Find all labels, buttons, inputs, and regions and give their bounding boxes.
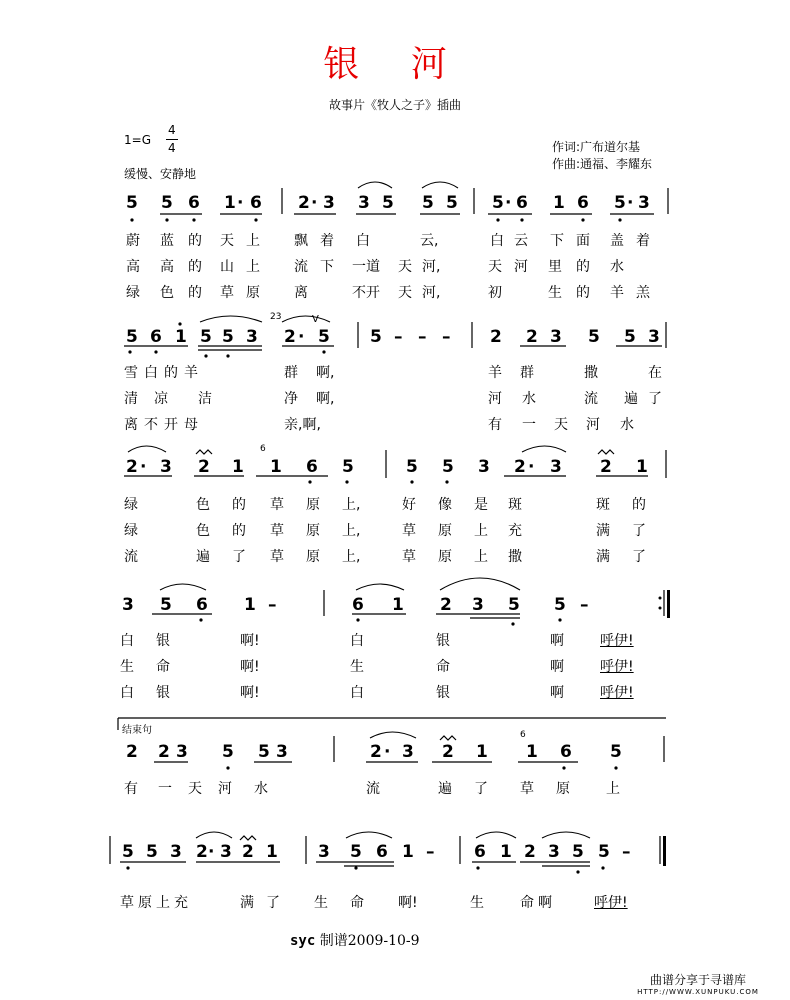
note: 5 xyxy=(160,595,172,615)
lyric: 水 xyxy=(620,417,634,433)
lyric: 斑 xyxy=(596,497,610,513)
augmentation-dot: · xyxy=(298,327,305,347)
lyric: 云, xyxy=(420,233,439,249)
note: 1 xyxy=(392,595,404,615)
lyric: 面 xyxy=(576,233,590,249)
note: 5 xyxy=(442,457,454,477)
lyric: 天 xyxy=(220,233,234,249)
lyric: 原 xyxy=(306,549,320,565)
lyric: 满 xyxy=(240,895,254,911)
lyric: 天 xyxy=(398,285,412,301)
lyric: 生 xyxy=(314,895,328,911)
note: 2 xyxy=(370,742,382,762)
lyric: 呼伊! xyxy=(600,633,634,649)
dash: – xyxy=(418,327,427,347)
lyric: 草 xyxy=(270,523,284,539)
note: 1 xyxy=(244,595,256,615)
lyric: 啊! xyxy=(240,633,260,649)
grace-note: 23 xyxy=(270,312,282,322)
lyric: 好 xyxy=(402,497,416,513)
note: 5 xyxy=(350,842,362,862)
note: 1 xyxy=(270,457,282,477)
note: 5 xyxy=(258,742,270,762)
lyric: 云 xyxy=(514,233,528,249)
lyric: 下 xyxy=(320,259,334,275)
lyric: 的 xyxy=(188,285,202,301)
note: 3 xyxy=(478,457,490,477)
note: 2 xyxy=(284,327,296,347)
lyric: 银 xyxy=(156,685,170,701)
watermark-text: 曲谱分享于寻谱库 xyxy=(649,973,746,987)
lyric: 原 xyxy=(306,497,320,513)
lyric: 着 xyxy=(320,233,334,249)
note: 3 xyxy=(402,742,414,762)
augmentation-dot: · xyxy=(505,193,512,213)
lyric: 生 xyxy=(548,285,562,301)
note: 5 xyxy=(422,193,434,213)
note: 5 xyxy=(161,193,173,213)
lyric: 遍 xyxy=(196,549,210,565)
note: 5 xyxy=(122,842,134,862)
augmentation-dot: · xyxy=(311,193,318,213)
lyric: 群 xyxy=(520,365,534,381)
note: 2 xyxy=(298,193,310,213)
song-title: 银 河 xyxy=(323,44,467,85)
lyric: 遍 xyxy=(624,391,638,407)
lyric: 上 xyxy=(246,259,260,275)
note: 6 xyxy=(560,742,572,762)
note: 5 xyxy=(200,327,212,347)
lyric: 遍 xyxy=(438,781,452,797)
note: 5 xyxy=(492,193,504,213)
lyric: 啊! xyxy=(240,659,260,675)
note: 6 xyxy=(474,842,486,862)
note: 5 xyxy=(508,595,520,615)
note: 6 xyxy=(577,193,589,213)
note: 1 xyxy=(553,193,565,213)
lyric: 飘 xyxy=(294,233,308,249)
lyric: 白 xyxy=(120,633,134,649)
lyric: 了 xyxy=(474,781,488,797)
augmentation-dot: · xyxy=(237,193,244,213)
lyric: 流 xyxy=(584,391,598,407)
lyric: 里 xyxy=(548,259,562,275)
lyric: 的 xyxy=(188,259,202,275)
note: 3 xyxy=(220,842,232,862)
lyric: 啊 xyxy=(550,685,564,701)
lyric: 原 xyxy=(306,523,320,539)
lyric: 不开 xyxy=(352,285,380,301)
lyric: 流 xyxy=(366,781,380,797)
lyric: 河, xyxy=(422,259,441,275)
lyric: 的 xyxy=(188,233,202,249)
dash: – xyxy=(580,595,589,615)
note: 2 xyxy=(490,327,502,347)
lyric: 的 xyxy=(576,285,590,301)
note: 5 xyxy=(126,193,138,213)
note: 6 xyxy=(188,193,200,213)
lyric: 白 xyxy=(350,633,364,649)
lyric: 在 xyxy=(648,365,662,381)
lyric: 天 xyxy=(398,259,412,275)
lyric: 流 xyxy=(294,259,308,275)
lyric: 有 xyxy=(488,417,502,433)
lyric: 了 xyxy=(632,549,646,565)
lyric: 山 xyxy=(220,259,234,275)
lyric: 满 xyxy=(596,523,610,539)
note: 3 xyxy=(550,327,562,347)
note: 2 xyxy=(526,327,538,347)
lyric: 撒 xyxy=(508,549,522,565)
note: 5 xyxy=(588,327,600,347)
lyric: 羊 xyxy=(488,365,502,381)
transcription-date: 制谱2009-10-9 xyxy=(319,933,420,949)
lyric: 呼伊! xyxy=(600,659,634,675)
lyric: 净 xyxy=(284,391,298,407)
note: 1 xyxy=(224,193,236,213)
note: 3 xyxy=(323,193,335,213)
note: 3 xyxy=(548,842,560,862)
note: 6 xyxy=(306,457,318,477)
lyric: 河 xyxy=(514,259,528,275)
lyric: 一 xyxy=(522,417,536,433)
lyric: 天 xyxy=(488,259,502,275)
lyric: 草 xyxy=(270,549,284,565)
note: 2 xyxy=(524,842,536,862)
note: 5 xyxy=(624,327,636,347)
lyric: 的 xyxy=(232,497,246,513)
lyric: 有 xyxy=(124,781,138,797)
time-signature-denominator: 4 xyxy=(168,141,176,155)
note: 2 xyxy=(242,842,254,862)
lyric: 命 xyxy=(350,895,364,911)
key-signature-label: 1=G xyxy=(124,133,151,147)
grace-note: 6 xyxy=(260,444,266,454)
note: 6 xyxy=(250,193,262,213)
lyric: 水 xyxy=(522,391,536,407)
note: 1 xyxy=(526,742,538,762)
note: 2 xyxy=(158,742,170,762)
note: 3 xyxy=(276,742,288,762)
lyric: 天 xyxy=(188,781,202,797)
lyric: 了 xyxy=(232,549,246,565)
note: 5 xyxy=(406,457,418,477)
note: 6 xyxy=(196,595,208,615)
lyric: 洁 xyxy=(198,391,212,407)
lyric: 啊, xyxy=(316,391,335,407)
lyric: 充 xyxy=(508,523,522,539)
note: 6 xyxy=(352,595,364,615)
lyric: 生 xyxy=(120,659,134,675)
dash: – xyxy=(622,842,631,862)
dash: – xyxy=(394,327,403,347)
time-signature-numerator: 4 xyxy=(168,123,176,137)
lyric: 命 xyxy=(156,659,170,675)
lyric: 草 xyxy=(402,549,416,565)
lyric: 高 xyxy=(160,259,174,275)
dash: – xyxy=(442,327,451,347)
lyric: 离 xyxy=(124,417,138,433)
note: 5 xyxy=(598,842,610,862)
lyric: 色 xyxy=(160,285,174,301)
note: 5 xyxy=(146,842,158,862)
note: 2 xyxy=(198,457,210,477)
note: 1 xyxy=(476,742,488,762)
lyric: 河 xyxy=(488,391,502,407)
lyric: 上 xyxy=(606,781,620,797)
lyric: 原 xyxy=(556,781,570,797)
note: 5 xyxy=(614,193,626,213)
watermark-url: HTTP://WWW.XUNPUKU.COM xyxy=(637,988,759,996)
note: 3 xyxy=(472,595,484,615)
lyric: 银 xyxy=(436,685,450,701)
lyric: 满 xyxy=(596,549,610,565)
note: 3 xyxy=(550,457,562,477)
lyric: 色 xyxy=(196,497,210,513)
note: 2 xyxy=(126,457,138,477)
lyric: 啊 xyxy=(550,633,564,649)
lyric: 河 xyxy=(218,781,232,797)
lyric: 白 xyxy=(356,233,370,249)
lyric: 初 xyxy=(488,285,502,301)
note: 2 xyxy=(442,742,454,762)
lyric: 不 xyxy=(144,417,158,433)
note: 6 xyxy=(150,327,162,347)
note: 5 xyxy=(382,193,394,213)
note: 2 xyxy=(440,595,452,615)
note: 2 xyxy=(196,842,208,862)
lyric: 绿 xyxy=(124,523,138,539)
lyric: 凉 xyxy=(154,391,168,407)
lyric: 撒 xyxy=(584,365,598,381)
lyric: 绿 xyxy=(126,285,140,301)
lyric: 银 xyxy=(156,633,170,649)
lyric: 离 xyxy=(294,285,308,301)
lyric: 呼伊! xyxy=(594,895,628,911)
ending-label: 结束句 xyxy=(122,725,152,736)
note: 5 xyxy=(222,742,234,762)
lyric: 的 xyxy=(232,523,246,539)
lyric: 了 xyxy=(648,391,662,407)
note: 3 xyxy=(648,327,660,347)
lyric: 河, xyxy=(422,285,441,301)
lyric: 啊 xyxy=(550,659,564,675)
tempo-marking: 缓慢、安静地 xyxy=(124,167,197,181)
lyric: 上 xyxy=(474,523,488,539)
transcription-credit xyxy=(290,930,420,950)
lyric: 上 xyxy=(474,549,488,565)
lyric: 盖 xyxy=(610,233,624,249)
lyric: 绿 xyxy=(124,497,138,513)
lyric: 了 xyxy=(632,523,646,539)
lyric: 命啊 xyxy=(520,895,556,911)
lyric: 河 xyxy=(586,417,600,433)
composer-credit: 作曲:通福、李耀东 xyxy=(552,157,653,171)
note: 5 xyxy=(126,327,138,347)
lyric: 命 xyxy=(436,659,450,675)
lyric: 蔚 xyxy=(126,233,140,249)
lyric: 啊! xyxy=(398,895,418,911)
lyric: 生 xyxy=(470,895,484,911)
note: 3 xyxy=(170,842,182,862)
lyric: 白 xyxy=(120,685,134,701)
lyric: 一道 xyxy=(352,259,380,275)
augmentation-dot: · xyxy=(627,193,634,213)
lyric: 羊 xyxy=(184,365,198,381)
lyric: 羔 xyxy=(636,285,650,301)
augmentation-dot: · xyxy=(528,457,535,477)
lyric: 蓝 xyxy=(160,233,174,249)
lyric: 天 xyxy=(554,417,568,433)
grace-note: 6 xyxy=(520,730,526,740)
lyric: 上, xyxy=(342,523,361,539)
note: 6 xyxy=(376,842,388,862)
lyric: 高 xyxy=(126,259,140,275)
lyric: 白 xyxy=(144,365,158,381)
lyric: 羊 xyxy=(610,285,624,301)
note: 2 xyxy=(126,742,138,762)
lyric: 亲,啊, xyxy=(284,417,321,433)
augmentation-dot: · xyxy=(140,457,147,477)
lyricist-credit: 作词:广布道尔基 xyxy=(552,140,641,154)
note: 3 xyxy=(638,193,650,213)
note: 3 xyxy=(176,742,188,762)
augmentation-dot: · xyxy=(208,842,215,862)
note: 3 xyxy=(122,595,134,615)
note: 2 xyxy=(600,457,612,477)
lyric: 原 xyxy=(438,549,452,565)
lyric: 的 xyxy=(632,497,646,513)
lyric: 色 xyxy=(196,523,210,539)
breath-mark: V xyxy=(312,314,319,325)
dash: – xyxy=(426,842,435,862)
augmentation-dot: · xyxy=(384,742,391,762)
note: 3 xyxy=(160,457,172,477)
site-watermark xyxy=(628,971,768,996)
note: 5 xyxy=(572,842,584,862)
lyric: 原 xyxy=(438,523,452,539)
note: 2 xyxy=(514,457,526,477)
lyric: 原 xyxy=(246,285,260,301)
lyric: 是 xyxy=(474,497,488,513)
lyric: 一 xyxy=(158,781,172,797)
note: 1 xyxy=(402,842,414,862)
lyric: 银 xyxy=(436,633,450,649)
lyric: 雪 xyxy=(124,365,138,381)
note: 3 xyxy=(246,327,258,347)
note: 1 xyxy=(175,327,187,347)
lyric: 斑 xyxy=(508,497,522,513)
note: 5 xyxy=(610,742,622,762)
lyric: 水 xyxy=(610,259,624,275)
note: 1 xyxy=(232,457,244,477)
lyric: 上, xyxy=(342,497,361,513)
lyric: 水 xyxy=(254,781,268,797)
note: 5 xyxy=(222,327,234,347)
note: 5 xyxy=(342,457,354,477)
lyric: 草 xyxy=(270,497,284,513)
note: 6 xyxy=(516,193,528,213)
note: 1 xyxy=(266,842,278,862)
lyric: 的 xyxy=(576,259,590,275)
note: 3 xyxy=(358,193,370,213)
lyric: 啊! xyxy=(240,685,260,701)
note: 5 xyxy=(370,327,382,347)
lyric: 白 xyxy=(490,233,504,249)
lyric: 母 xyxy=(184,417,198,433)
lyric: 下 xyxy=(550,233,564,249)
lyric: 了 xyxy=(266,895,280,911)
lyric: 像 xyxy=(438,497,452,513)
lyric: 的 xyxy=(164,365,178,381)
transcriber-name: syc xyxy=(290,933,316,949)
lyric: 啊, xyxy=(316,365,335,381)
lyric: 生 xyxy=(350,659,364,675)
note: 1 xyxy=(500,842,512,862)
lyric: 开 xyxy=(164,417,178,433)
song-subtitle: 故事片《牧人之子》插曲 xyxy=(328,98,461,112)
lyric: 草 xyxy=(520,781,534,797)
lyric: 上 xyxy=(246,233,260,249)
note: 5 xyxy=(446,193,458,213)
lyric: 草 xyxy=(402,523,416,539)
note: 1 xyxy=(636,457,648,477)
lyric: 草 xyxy=(220,285,234,301)
lyric: 白 xyxy=(350,685,364,701)
lyric: 流 xyxy=(124,549,138,565)
lyric: 清 xyxy=(124,391,138,407)
note: 5 xyxy=(554,595,566,615)
lyric: 群 xyxy=(284,365,298,381)
lyric: 着 xyxy=(636,233,650,249)
note: 3 xyxy=(318,842,330,862)
dash: – xyxy=(268,595,277,615)
lyric: 草原上充 xyxy=(120,895,192,911)
lyric: 上, xyxy=(342,549,361,565)
note: 5 xyxy=(318,327,330,347)
lyric: 呼伊! xyxy=(600,685,634,701)
